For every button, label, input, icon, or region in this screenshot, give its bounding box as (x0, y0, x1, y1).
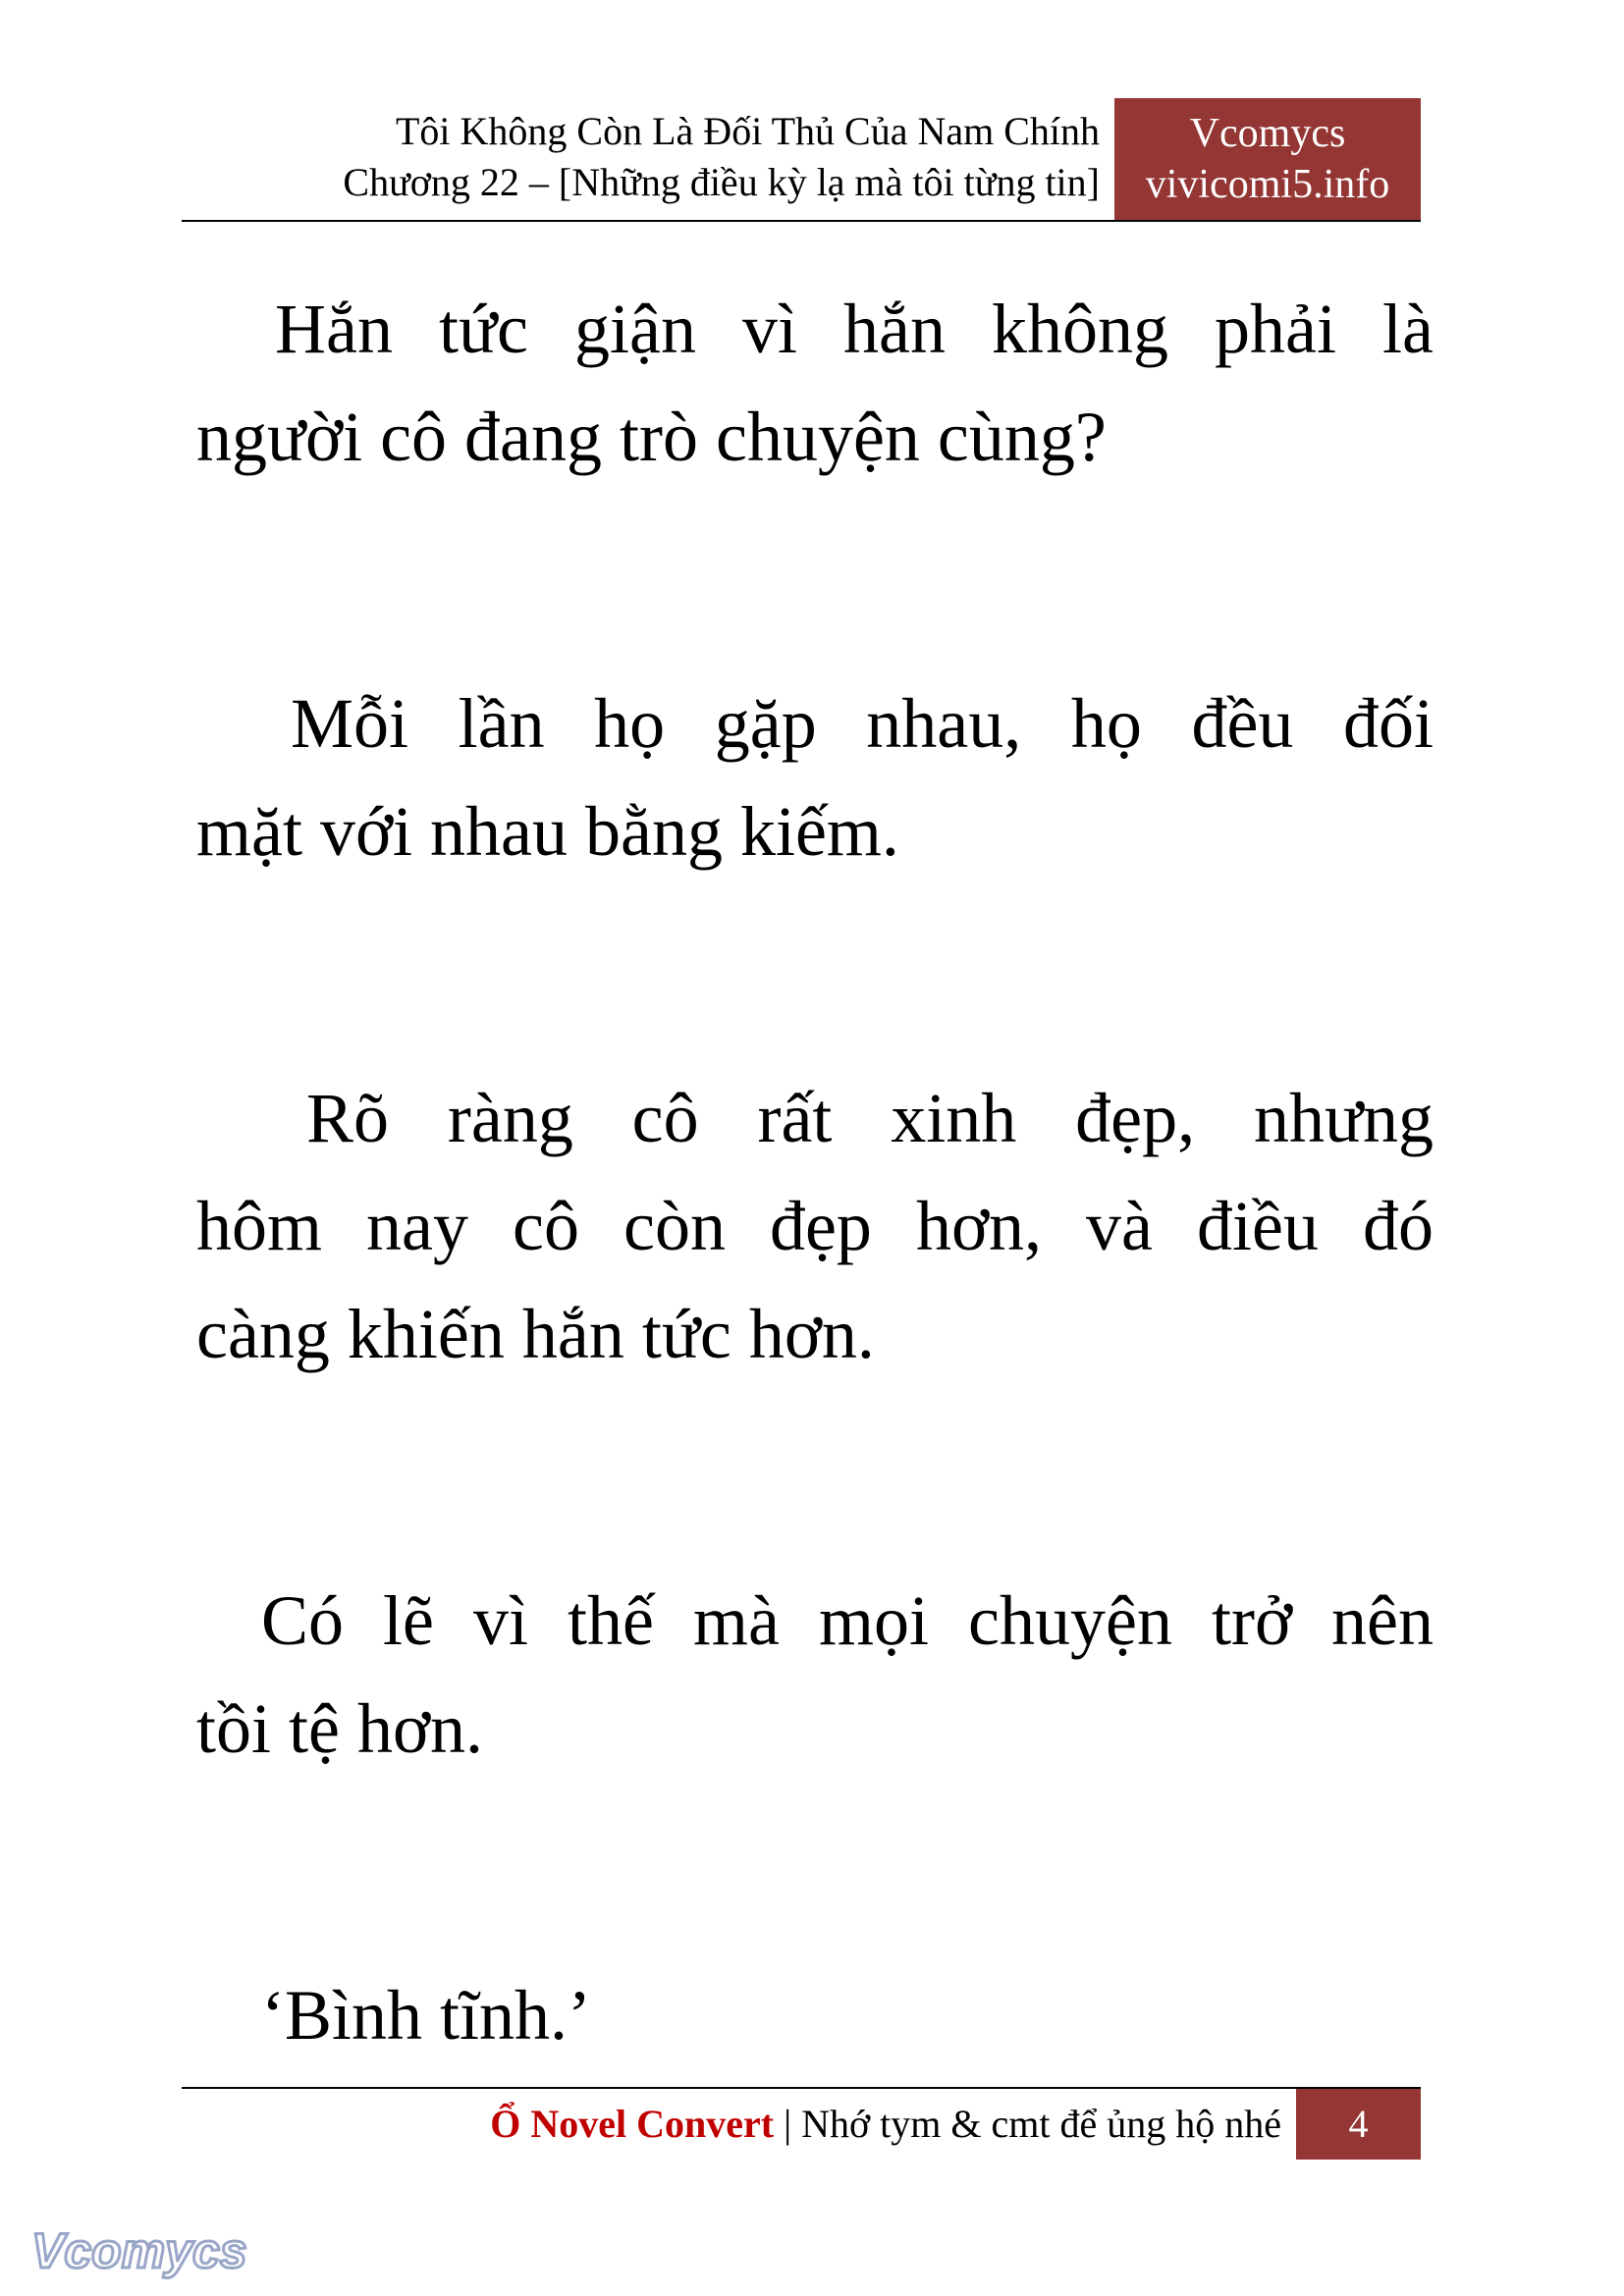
header-divider (182, 220, 1421, 222)
site-name: Vcomycs (1189, 111, 1346, 156)
paragraph-line: Rõ ràng cô rất xinh đẹp, nhưng (306, 1079, 1434, 1157)
paragraph-line: tồi tệ hơn. (196, 1689, 484, 1768)
paragraph-line: Hắn tức giận vì hắn không phải là (275, 290, 1434, 368)
footer-message: Nhớ tym & cmt để ủng hộ nhé (801, 2102, 1281, 2146)
paragraph-line: mặt với nhau bằng kiếm. (196, 792, 899, 871)
paragraph-line: càng khiến hắn tức hơn. (196, 1295, 875, 1373)
paragraph (196, 669, 1434, 885)
paragraph (196, 1961, 1434, 2069)
paragraph (196, 275, 1434, 491)
vcomycs-logo-icon (27, 2220, 253, 2289)
paragraph-line: Mỗi lần họ gặp nhau, họ đều đối (291, 684, 1434, 763)
paragraph-line: ‘Bình tĩnh.’ (261, 1976, 591, 2055)
paragraph-line: Có lẽ vì thế mà mọi chuyện trở nên (261, 1581, 1434, 1660)
page-footer (182, 2089, 1421, 2160)
footer-separator: | (784, 2102, 792, 2146)
site-badge[interactable] (1114, 98, 1421, 220)
page-number: 4 (1296, 2089, 1421, 2160)
paragraph-line: hôm nay cô còn đẹp hơn, và điều đó (196, 1187, 1434, 1265)
header-titles (182, 106, 1100, 208)
footer-text (182, 2101, 1281, 2148)
paragraph (196, 1567, 1434, 1783)
site-url[interactable]: vivicomi5.info (1145, 162, 1390, 207)
page-header (182, 98, 1421, 220)
watermark-logo-text: Vcomycs (31, 2223, 247, 2278)
paragraph-line: người cô đang trò chuyện cùng? (196, 398, 1107, 476)
chapter-title: Chương 22 – [Những điều kỳ lạ mà tôi từng tin] (343, 160, 1100, 204)
watermark-logo-graphic (27, 2220, 253, 2289)
footer-brand[interactable]: Ổ Novel Convert (490, 2102, 775, 2146)
book-title: Tôi Không Còn Là Đối Thủ Của Nam Chính (396, 109, 1100, 153)
paragraph (196, 1064, 1434, 1388)
